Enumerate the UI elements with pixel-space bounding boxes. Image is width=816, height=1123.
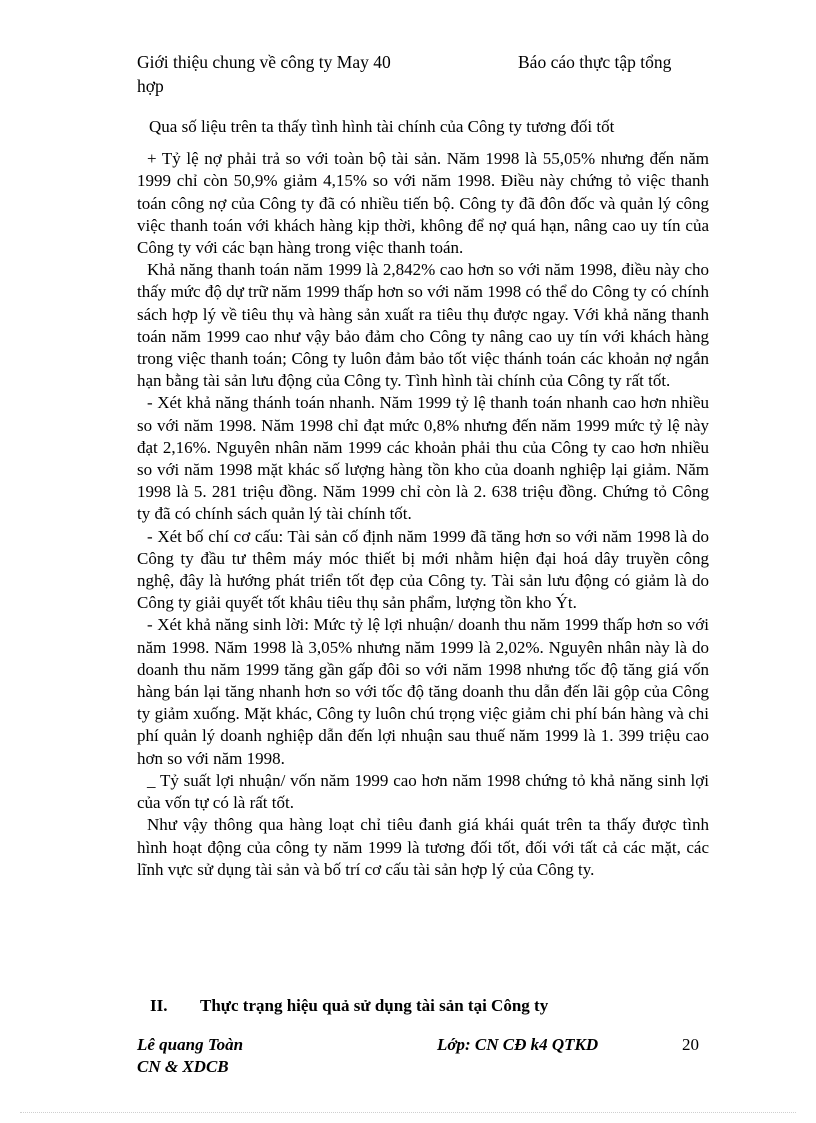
header-left: Giới thiệu chung về công ty May 40 — [137, 52, 391, 72]
page-number: 20 — [682, 1035, 699, 1054]
paragraph-debt-ratio: + Tỷ lệ nợ phải trả so với toàn bộ tài sản. Năm 1998 là 55,05% nhưng đến năm 1999 chỉ còn 50,9% giảm 4,15% so với năm 1998. Điều này chứng tỏ việc thanh toán công nợ của Công ty đã có nhiều tiến bộ. Công ty đã đôn đốc và quản lý công việc thanh toán với khách hàng kịp thời, không để nợ quá hạn, nâng cao uy tín của Công ty với các bạn hàng trong việc thanh toán. — [137, 149, 709, 258]
paragraph-profitability: - Xét khả năng sinh lời: Mức tỷ lệ lợi nhuận/ doanh thu năm 1999 thấp hơn so với năm 1998. Năm 1998 là 3,05% nhưng năm 1999 là 2,02%. Nguyên nhân này là do doanh thu năm 1999 tăng gần gấp đôi so với năm 1998 nhưng tốc độ tăng giá vốn hàng bán lại tăng nhanh hơn so với tốc độ tăng doanh thu dẫn đến lãi gộp của Công ty giảm xuống. Mặt khác, Công ty luôn chú trọng việc giảm chi phí bán hàng và chi phí quản lý doanh nghiệp dẫn đến lợi nhuận sau thuế năm 1999 là 1. 399 triệu cao hơn so với năm 1998. — [137, 615, 709, 768]
paragraph-solvency: Khả năng thanh toán năm 1999 là 2,842% cao hơn so với năm 1998, điều này cho thấy mức độ dự trữ năm 1999 thấp hơn so với năm 1998 có thể do Công ty có chính sách hợp lý về tiêu thụ và hàng sản xuất ra tiêu thụ được ngay. Với khả năng thanh toán năm 1999 cao như vậy bảo đảm cho Công ty nâng cao uy tín với khách hàng trong việc thanh toán; Công ty luôn đảm bảo tốt việc thánh toán các khoản nợ ngắn hạn bằng tài sản lưu động của Công ty. Tình hình tài chính của Công ty rất tốt. — [137, 260, 709, 391]
paragraph-return-on-capital: _ Tỷ suất lợi nhuận/ vốn năm 1999 cao hơn năm 1998 chứng tỏ khả năng sinh lợi của vốn tự có là rất tốt. — [137, 770, 709, 813]
footer-author: Lê quang Toàn — [137, 1035, 244, 1054]
document-body — [137, 116, 709, 881]
footer-department: CN & XDCB — [137, 1057, 229, 1076]
intro-paragraph: Qua số liệu trên ta thấy tình hình tài chính của Công ty tương đối tốt — [149, 117, 615, 136]
paragraph-conclusion: Như vậy thông qua hàng loạt chỉ tiêu đanh giá khái quát trên ta thấy được tình hình hoạt động của công ty năm 1999 là tương đối tốt, đối với tất cả các mặt, các lĩnh vực sử dụng tài sản và bố trí cơ cấu tài sản hợp lý của Công ty. — [137, 815, 709, 879]
bottom-divider — [20, 1112, 796, 1113]
section-number: II. — [150, 996, 168, 1015]
paragraph-structure: - Xét bố chí cơ cấu: Tài sản cố định năm 1999 đã tăng hơn so với năm 1998 là do Công ty đầu tư thêm máy móc thiết bị mới nhằm hiện đại hoá dây truyền công nghệ, đây là hướng phát triển tốt đẹp của Công ty. Tài sản lưu động có giảm là do Công ty giải quyết tốt khâu tiêu thụ sản phẩm, lượng tồn kho Ýt. — [137, 526, 709, 613]
section-title: Thực trạng hiệu quả sử dụng tài sản tại Công ty — [200, 996, 549, 1015]
footer-class: Lớp: CN CĐ k4 QTKD — [437, 1035, 599, 1054]
paragraph-quick-ratio: - Xét khả năng thánh toán nhanh. Năm 1999 tỷ lệ thanh toán nhanh cao hơn nhiều so với năm 1998. Năm 1998 chỉ đạt mức 0,8% nhưng đến năm 1999 mức tỷ lệ này đạt 2,16%. Nguyên nhân năm 1999 các khoản phải thu của Công ty cao hơn nhiều so với năm 1998 mặt khác số lượng hàng tồn kho của doanh nghiệp lại giảm. Năm 1998 là 5. 281 triệu đồng. Năm 1999 chỉ còn là 2. 638 triệu đồng. Chứng tỏ Công ty đã có chính sách quản lý tài chính tốt. — [137, 393, 709, 524]
header-wrap: hợp — [137, 76, 164, 96]
header-right: Báo cáo thực tập tổng — [518, 52, 672, 72]
